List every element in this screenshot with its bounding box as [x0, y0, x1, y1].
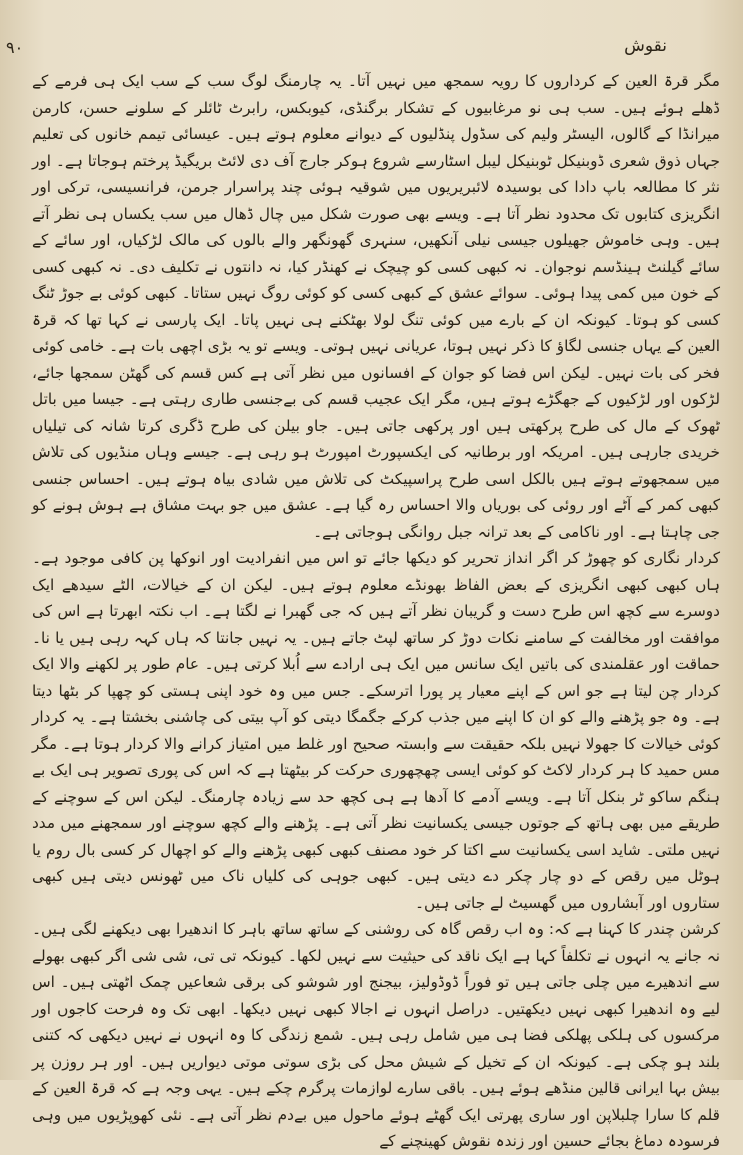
page-number: ۹۰	[6, 38, 24, 57]
article-body	[32, 68, 720, 1155]
paragraph-1: مگر قرۃ العین کے کرداروں کا رویہ سمجھ میں نہیں آتا۔ یہ چارمنگ لوگ سب کے سب ایک ہی فرمے کے ڈھلے ہوئے ہیں۔ سب ہی نو مرغابیوں کے تشکار برگنڈی، کیوبکس، رابرٹ ٹائلر کے سلونے حسن، کارمن میرانڈا کے گالوں، الیسٹر ولیم کی سڈول پنڈلیوں کے دیوانے معلوم ہوتے ہیں۔ عیسائی تیمم خانوں کی تعلیم جہاں ذوق شعری ڈوبنیکل ٹوبنیکل لیبل اسٹارسے شروع ہوکر جارج آف دی لائٹ بریگیڈ پرختم ہوجاتا ہے۔ اور نثر کا مطالعہ باپ دادا کی بوسیدہ لائبریریوں میں شوقیہ ہوئی چند پراسرار جرمن، فرانسیسی، ترکی اور انگریزی کتابوں تک محدود نظر آتا ہے۔ ویسے بھی صورت شکل میں چال ڈھال میں سب یکساں ہی نظر آتے ہیں۔ وہی خاموش جھیلوں جیسی نیلی آنکھیں، سنہری گھونگھر والے بالوں کی مالک لڑکیاں، اور سائے کے سائے گیلنٹ ہینڈسم نوجوان۔ نہ کبھی کسی کو چیچک نے کھنڈر کیا، نہ دانتوں نے تکلیف دی۔ نہ کبھی کسی کے خون میں کمی پیدا ہوئی۔ سوائے عشق کے کبھی کسی کو کوئی روگ نہیں ستاتا۔ کبھی کوئی بے جوڑ ٹنگ کسی کو ہوتا۔ کیونکہ ان کے بارے میں کوئی تنگ لولا بھٹکنے ہی نہیں پاتا۔ ایک پارسی نے کہا تھا کہ قرۃ العین کے یہاں جنسی لگاؤ کا ذکر نہیں ہوتا، عریانی نہیں ہوتی۔ ویسے تو یہ بڑی اچھی بات ہے۔ خامی کوئی فخر کی بات نہیں۔ لیکن اس فضا کو جوان کے افسانوں میں نظر آتی ہے کس قسم کی گھٹن سمجھا جائے، لڑکوں اور لڑکیوں کے جھگڑے ہوتے ہیں، مگر ایک عجیب قسم کی بےجنسی طاری رہتی ہے۔ جیسا میں باتل ٹھوک کے مال کی طرح پرکھتی ہیں اور پرکھی جاتی ہیں۔ جاو بیلن کی طرح ڈگری کرتا شانہ کی تیلیاں خریدی جارہی ہیں۔ امریکہ اور برطانیہ کی ایکسپورٹ امپورٹ ہو رہی ہے۔ جیسے وہاں منڈیوں کی تلاش میں سمجھوتے ہوتے ہیں بالکل اسی طرح پراسپیکٹ کی تلاش میں شادی بیاہ ہوتے ہیں۔ احساس جنسی کبھی کمر کے آٹے اور روئی کی بوریاں والا احساس رہ گیا ہے۔ عشق میں جو بہت مشاق ہے ہوش ہونے کو جی چاہتا ہے۔ اور ناکامی کے بعد ترانہ جبل روانگی ہوجاتی ہے۔	[32, 72, 720, 541]
paragraph-2: کردار نگاری کو چھوڑ کر اگر انداز تحریر کو دیکھا جائے تو اس میں انفرادیت اور انوکھا پن کافی موجود ہے۔ ہاں کبھی کبھی انگریزی کے بعض الفاظ بھونڈے معلوم ہوتے ہیں۔ لیکن ان کے خیالات، الٹے سیدھے ایک دوسرے سے کچھ اس طرح دست و گریبان نظر آتے ہیں کہ جی گھبرا نے لگتا ہے۔ اب نکتہ ابھرتا ہے اس کی موافقت اور مخالفت کے سامنے نکات دوڑ کر ساتھ لپٹ جاتے ہیں۔ یہ نہیں جانتا کہ ہاں کہہ رہی ہیں یا نا۔ حماقت اور عقلمندی کی باتیں ایک سانس میں ایک ہی ارادے سے اُبلا کرتی ہیں۔ عام طور پر لکھنے والا ایک کردار چن لیتا ہے جو اس کے اپنے معیار پر پورا اترسکے۔ جس میں وہ خود اپنی ہستی کو چھپا کر بٹھا دیتا ہے۔ وہ جو پڑھنے والے کو ان کا اپنے میں جذب کرکے جگمگا دیتی کو آپ بیتی کی چاشنی بخشتا ہے۔ یہ کردار کوئی خیالات کا جھولا نہیں بلکہ حقیقت سے وابستہ صحیح اور غلط میں امتیاز کرانے والا کردار ہوتا ہے۔ مگر مس حمید کا ہر کردار لاکٹ کو کوئی ایسی چھچھوری حرکت کر بیٹھتا ہے کہ اس کی پوری تصویر ہی ایک بے ہنگم ساکو ٹر بنکل آتا ہے۔ ویسے آدمے کا آدھا ہے ہی کچھ حد سے زیادہ چارمنگ۔ لیکن اس کے سوچنے کے طریقے میں بھی ہاتھ کے جوتوں جیسی یکسانیت نظر آتی ہے۔ پڑھنے والے کچھ سوچنے اور سمجھنے میں مدد نہیں ملتی۔ شاید اسی یکسانیت سے اکتا کر خود مصنف کبھی کبھی پڑھنے والے کو اچھال کر کسی بال روم یا ہوٹل میں رقص کے دو چار چکر دے دیتی ہیں۔ کبھی جوہی کی کلیاں ناک میں ٹھونس دیتی ہیں کبھی ستاروں اور آبشاروں میں گھسیٹ لے جاتی ہیں۔	[32, 549, 720, 912]
paragraph-3: کرشن چندر کا کہنا ہے کہ: وہ اب رقص گاہ کی روشنی کے ساتھ ساتھ باہر کا اندھیرا بھی دیکھنے لگی ہیں۔ نہ جانے یہ انہوں نے تکلفاً کہا ہے ایک ناقد کی حیثیت سے نہیں لکھا۔ کیونکہ تی تی، شی شی اگر کبھی بھولے سے اندھیرے میں چلی جاتی ہیں تو فوراً ڈوڈولیز، بیجنج اور شوشو کی برقی شعاعیں چمک اٹھتی ہیں۔ اس لیے وہ اندھیرا کبھی نہیں دیکھتیں۔ دراصل انہوں نے اجالا کبھی نہیں دیکھا۔ ابھی تک وہ فرحت کاجوں اور مرکسوں کی ہلکی پھلکی فضا ہی میں شامل رہی ہیں۔ شمع زندگی کا وہ انہوں نے نہیں دیکھی کہ کتنی بلند ہو چکی ہے۔ کیونکہ ان کے تخیل کے شیش محل کی بڑی سوتی موتی دیواریں ہیں۔ اور ہر روزن پر بیش بہا ایرانی قالین منڈھے ہوئے ہیں۔ باقی سارے لوازمات پرگرم چکے ہیں۔ یہی وجہ ہے کہ قرۃ العین کے قلم کا سارا چلبلاپن اور ساری پھرتی ایک گھٹے ہوئے ماحول میں بےدم نظر آتی ہے۔ نئی کھوپڑیوں میں وہی فرسودہ دماغ بجائے حسین اور زندہ نقوش کھینچنے کے	[32, 920, 720, 1150]
running-title: نقوش	[624, 36, 667, 56]
